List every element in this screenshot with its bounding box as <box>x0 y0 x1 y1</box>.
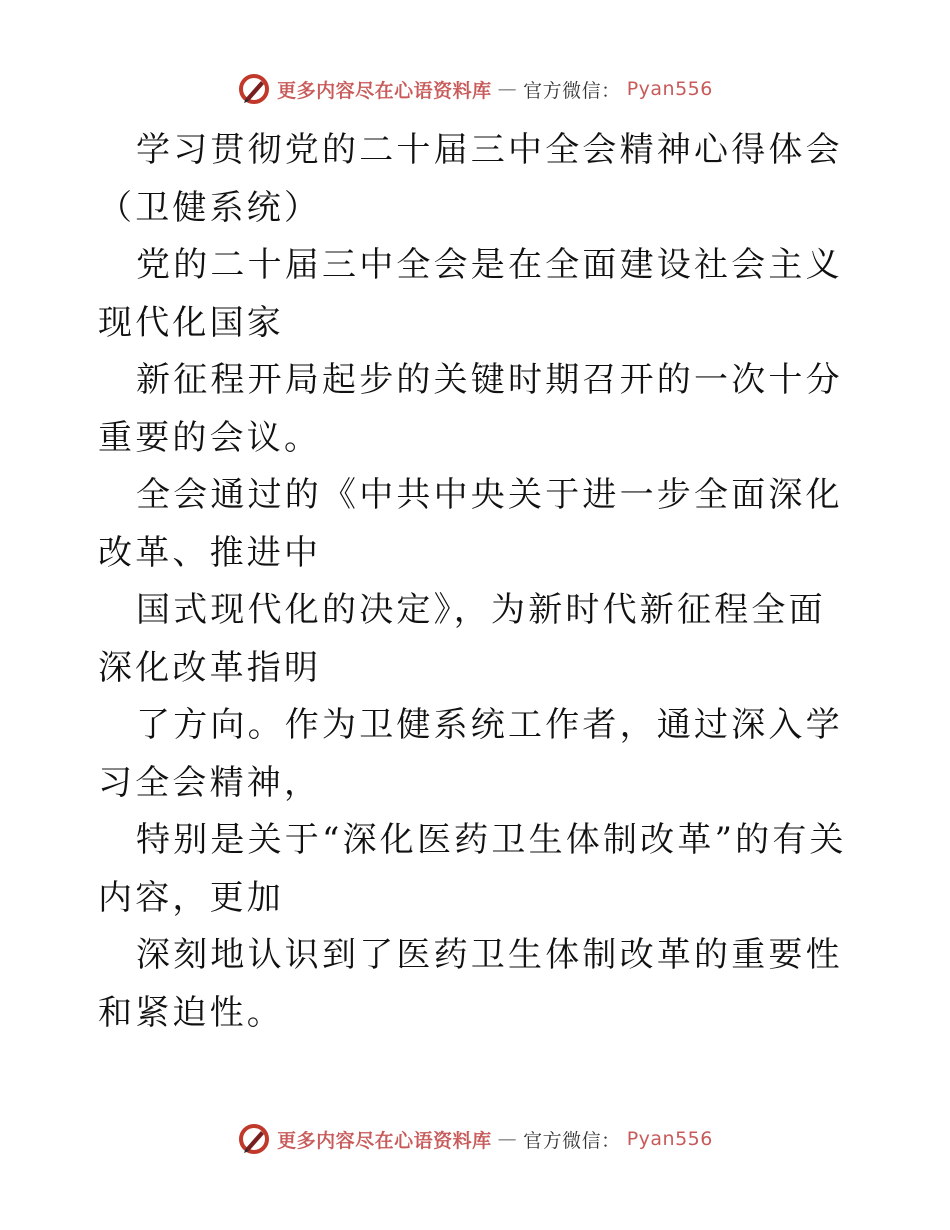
watermark-dash: — <box>497 78 518 100</box>
watermark-suffix: 官方微信： <box>523 79 621 102</box>
paragraph-8: 深刻地认识到了医药卫生体制改革的重要性和紧迫性。 <box>98 935 843 1033</box>
watermark-text: 更多内容尽在心语资料库 <box>277 79 492 102</box>
watermark-text: 更多内容尽在心语资料库 <box>277 1129 492 1152</box>
paragraph-title: 学习贯彻党的二十届三中全会精神心得体会（卫健系统） <box>98 130 843 228</box>
paragraph-2: 党的二十届三中全会是在全面建设社会主义现代化国家 <box>98 245 843 343</box>
watermark-suffix: 官方微信： <box>523 1129 621 1152</box>
watermark-dash: — <box>497 1128 518 1150</box>
watermark-wechat-id: Pyan556 <box>626 1128 713 1150</box>
header-watermark <box>0 72 950 106</box>
document-body <box>98 122 858 1042</box>
paragraph-6: 了方向。作为卫健系统工作者，通过深入学习全会精神， <box>98 705 843 803</box>
paragraph-3: 新征程开局起步的关键时期召开的一次十分重要的会议。 <box>98 360 843 458</box>
paragraph-4: 全会通过的《中共中央关于进一步全面深化改革、推进中 <box>98 475 843 573</box>
pen-logo-icon <box>237 1122 271 1156</box>
paragraph-7: 特别是关于“深化医药卫生体制改革”的有关内容，更加 <box>98 820 847 918</box>
pen-logo-icon <box>237 72 271 106</box>
footer-watermark <box>0 1122 950 1156</box>
paragraph-5: 国式现代化的决定》，为新时代新征程全面深化改革指明 <box>98 590 826 688</box>
watermark-wechat-id: Pyan556 <box>626 78 713 100</box>
